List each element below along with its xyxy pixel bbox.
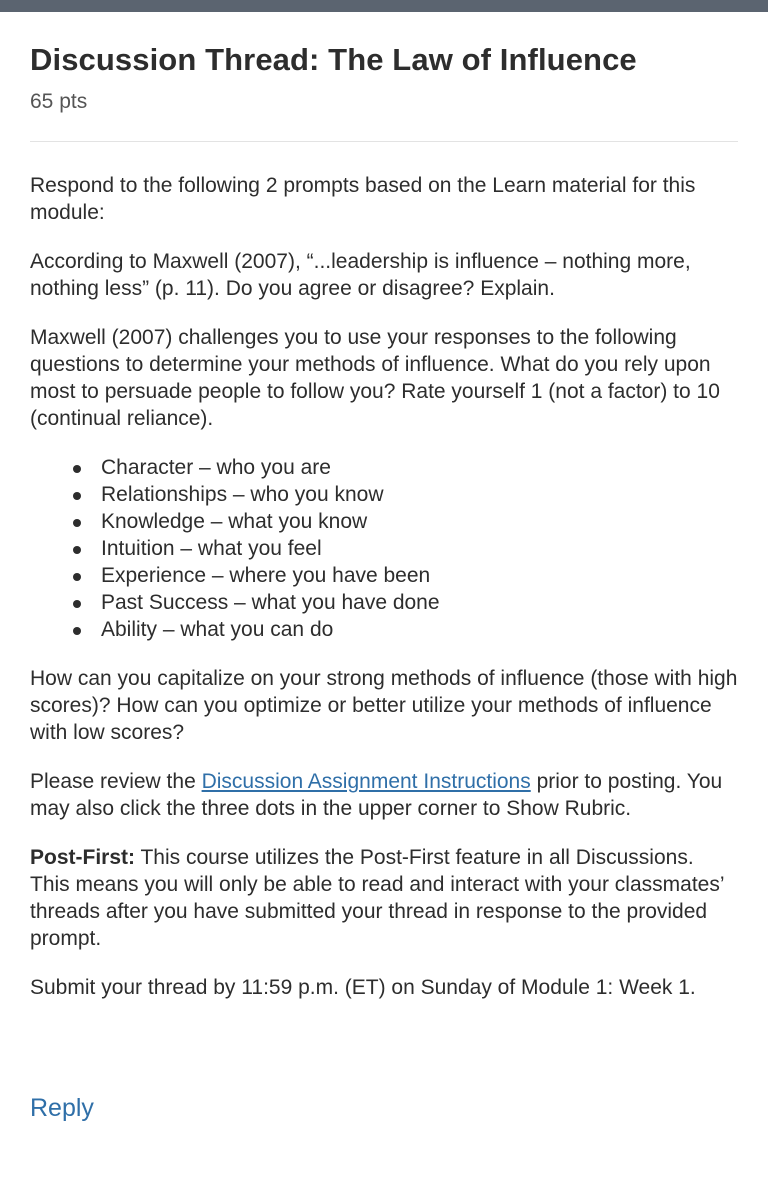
intro-paragraph: Respond to the following 2 prompts based on the Learn material for this module: [30, 174, 696, 224]
prompt-1-paragraph: According to Maxwell (2007), “...leadership is influence – nothing more, nothing less” (p. 11). Do you agree or disagree? Explain. [30, 250, 691, 300]
reply-button[interactable]: Reply [30, 1094, 94, 1122]
prompt-2-paragraph: Maxwell (2007) challenges you to use your responses to the following questions to determine your methods of influence. What do you rely upon most to persuade people to follow you? Rate yourself 1 (not a factor) to 10 (continual reliance). [30, 326, 720, 430]
post-first-label: Post-First: [30, 846, 135, 869]
page-title: Discussion Thread: The Law of Influence [30, 42, 637, 77]
list-item: Relationships – who you know [30, 481, 738, 508]
top-app-bar [0, 0, 768, 12]
discussion-instructions-link[interactable]: Discussion Assignment Instructions [201, 770, 531, 793]
list-item: Ability – what you can do [30, 616, 738, 643]
influence-methods-list [30, 454, 738, 643]
capitalize-paragraph: How can you capitalize on your strong methods of influence (those with high scores)? How can you optimize or better utilize your methods of influence with low scores? [30, 667, 738, 744]
points-label: 65 pts [30, 90, 88, 113]
list-item: Intuition – what you feel [30, 535, 738, 562]
discussion-content [30, 40, 738, 1001]
list-item: Past Success – what you have done [30, 589, 738, 616]
post-first-text: This course utilizes the Post-First feature in all Discussions. This means you will only be able to read and interact with your classmates’ threads after you have submitted your thread in response to the provided prompt. [30, 846, 724, 950]
list-item: Character – who you are [30, 454, 738, 481]
submit-paragraph: Submit your thread by 11:59 p.m. (ET) on Sunday of Module 1: Week 1. [30, 976, 696, 999]
list-item: Experience – where you have been [30, 562, 738, 589]
review-text-after: prior to posting. You may also click the three dots in the upper corner to Show Rubric. [30, 770, 723, 820]
post-first-paragraph [30, 844, 738, 952]
review-paragraph [30, 768, 738, 822]
divider [30, 141, 738, 142]
list-item: Knowledge – what you know [30, 508, 738, 535]
review-text-before: Please review the [30, 770, 202, 793]
